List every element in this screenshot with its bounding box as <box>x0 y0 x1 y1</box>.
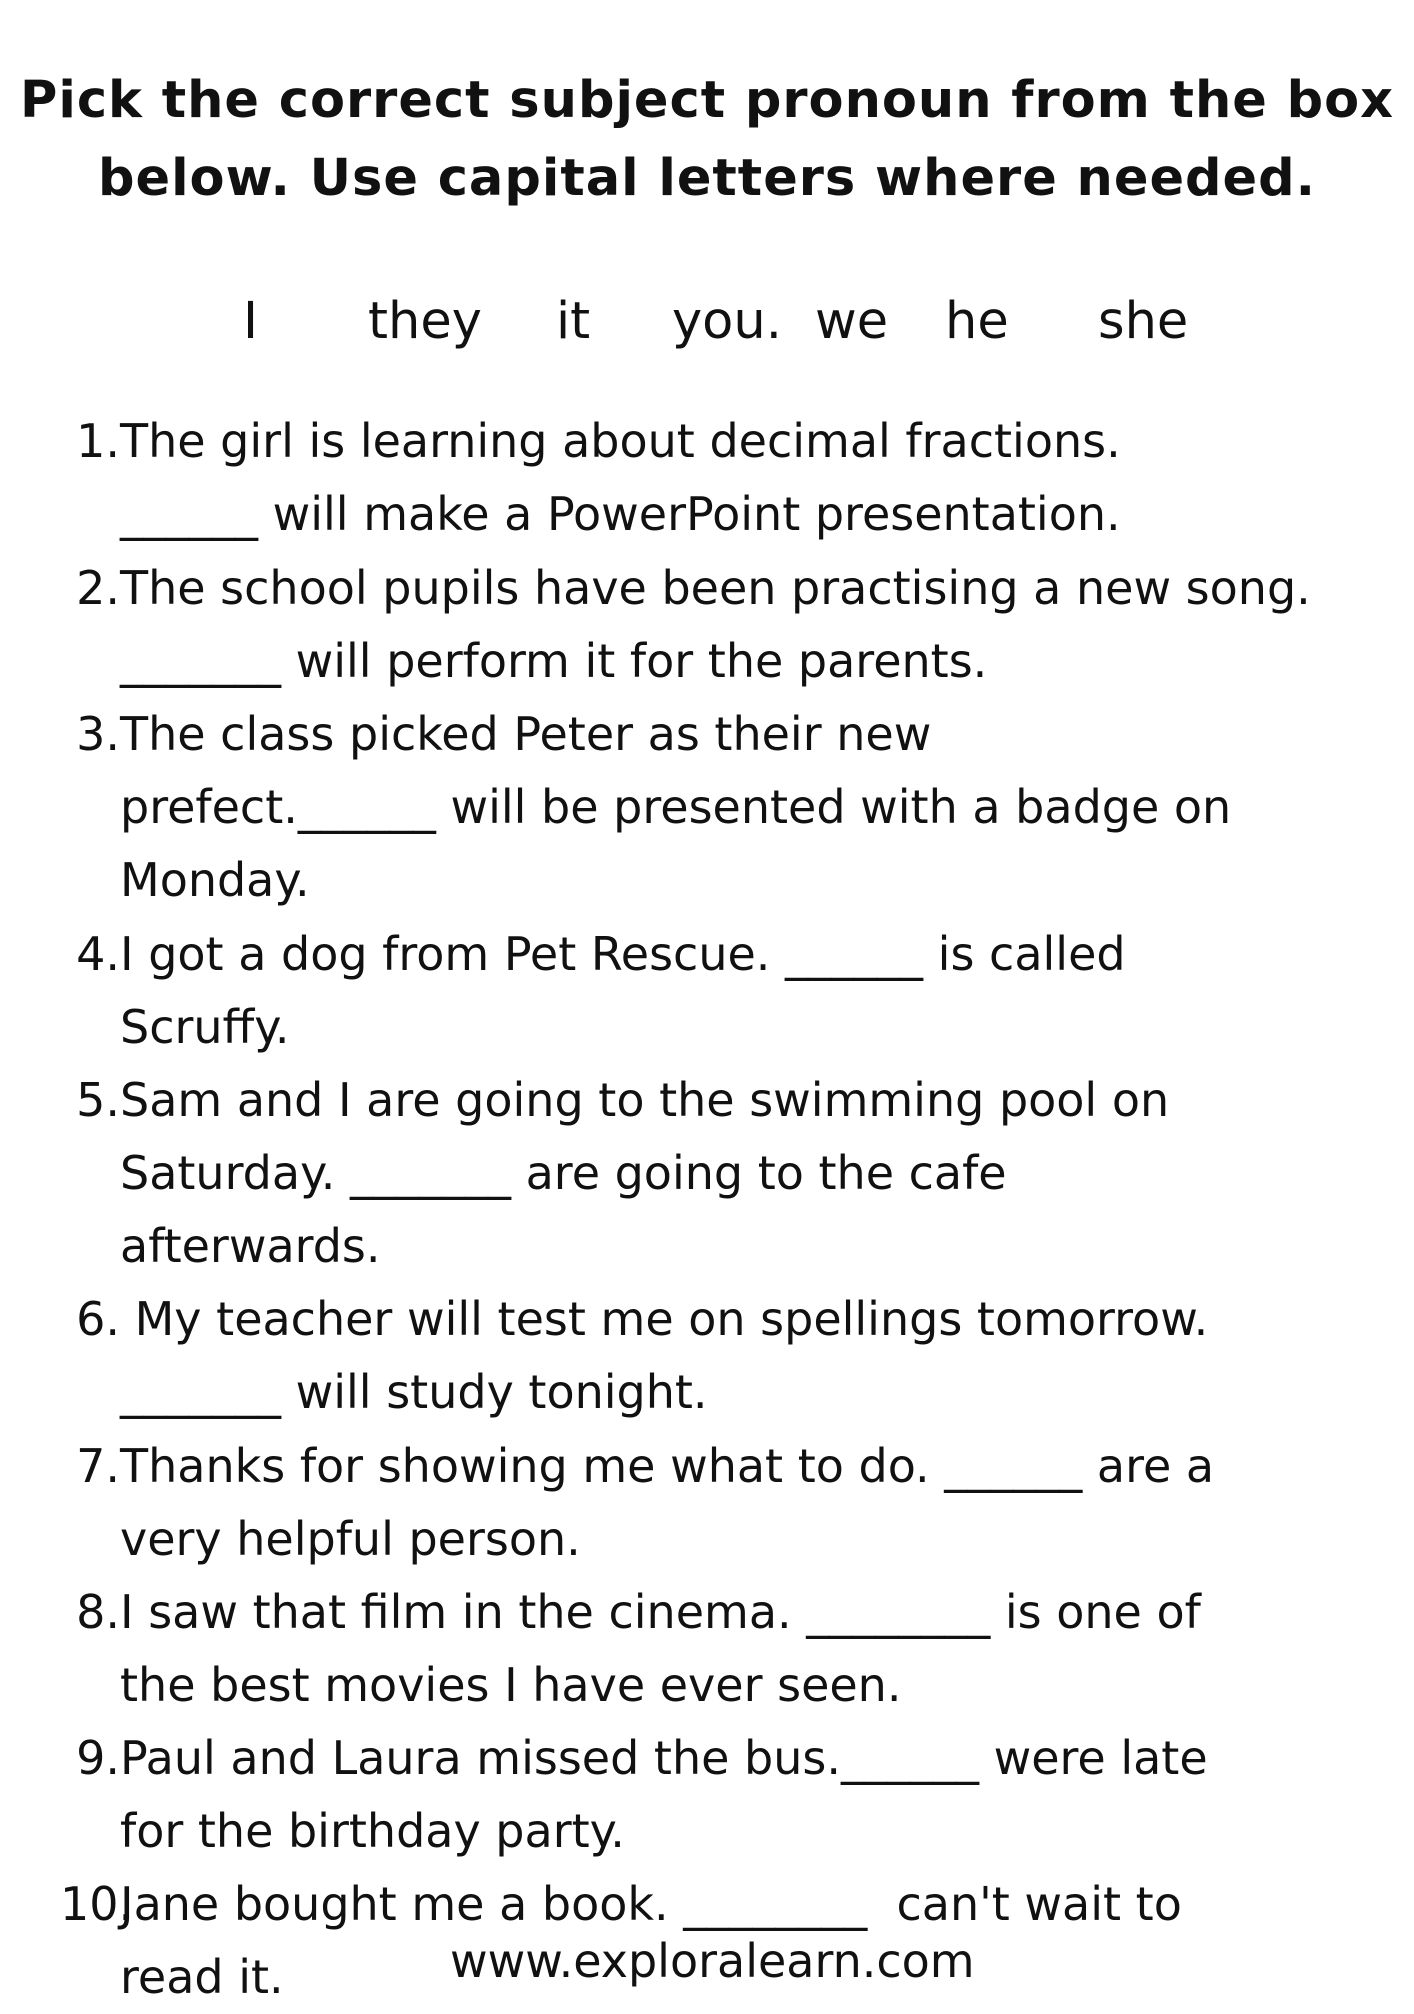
question-line: I saw that film in the cinema. ________ is one of <box>120 1585 1201 1639</box>
question-line: Paul and Laura missed the bus.______ were late <box>120 1731 1208 1785</box>
question-number: 9. <box>76 1731 120 1785</box>
question-text <box>120 405 1390 551</box>
question-line: The class picked Peter as their new <box>120 707 932 761</box>
question-number: 7. <box>76 1439 120 1493</box>
question-line: Thanks for showing me what to do. ______ are a <box>120 1439 1215 1493</box>
question-line: for the birthday party. <box>120 1804 625 1858</box>
question-number: 8. <box>76 1585 120 1639</box>
pronoun-word: it <box>556 292 591 351</box>
instructions-line-2: below. Use capital letters where needed. <box>97 149 1317 208</box>
instructions-heading <box>0 62 1414 218</box>
question-number: 3. <box>76 707 120 761</box>
instructions-line-1: Pick the correct subject pronoun from the box <box>19 71 1395 130</box>
question-text <box>120 552 1390 698</box>
question-line: very helpful person. <box>120 1512 581 1566</box>
question-line: afterwards. <box>120 1219 381 1273</box>
pronoun-word: we <box>815 292 889 351</box>
pronoun-word: he <box>945 292 1009 351</box>
pronoun-word-box <box>0 292 1414 364</box>
question-line: read it. <box>120 1950 284 2004</box>
question-text <box>120 1064 1390 1283</box>
question-number: 1. <box>76 414 120 468</box>
question-line: Saturday. _______ are going to the cafe <box>120 1146 1007 1200</box>
question-number: 2. <box>76 561 120 615</box>
question-line: _______ will study tonight. <box>120 1365 708 1419</box>
question-line: ______ will make a PowerPoint presentation. <box>120 487 1121 541</box>
question-line: Monday. <box>120 853 310 907</box>
website-footer: www.exploralearn.com <box>450 1934 975 1988</box>
question-line: _______ will perform it for the parents. <box>120 634 988 688</box>
question-line: Scruffy. <box>120 1000 290 1054</box>
question-number: 5. <box>76 1073 120 1127</box>
question-line: prefect.______ will be presented with a badge on <box>120 780 1232 834</box>
pronoun-word: she <box>1098 292 1189 351</box>
question-number: 10. <box>60 1877 134 1931</box>
question-text <box>120 1576 1390 1722</box>
question-line: the best movies I have ever seen. <box>120 1658 902 1712</box>
question-number: 4. <box>76 927 120 981</box>
pronoun-word: you. <box>672 292 782 351</box>
question-text <box>120 1283 1390 1429</box>
pronoun-word: I <box>243 292 259 351</box>
question-line: My teacher will test me on spellings tomorrow. <box>120 1292 1209 1346</box>
question-text <box>120 1430 1390 1576</box>
pronoun-word: they <box>368 292 482 351</box>
question-line: Sam and I are going to the swimming pool on <box>120 1073 1170 1127</box>
question-line: I got a dog from Pet Rescue. ______ is called <box>120 927 1126 981</box>
question-text <box>120 1722 1390 1868</box>
question-line: Jane bought me a book. ________ can't wait to <box>120 1877 1182 1931</box>
question-text <box>120 698 1390 917</box>
question-line: The girl is learning about decimal fractions. <box>120 414 1121 468</box>
question-number: 6. <box>76 1292 120 1346</box>
question-text <box>120 918 1390 1064</box>
question-line: The school pupils have been practising a new song. <box>120 561 1311 615</box>
